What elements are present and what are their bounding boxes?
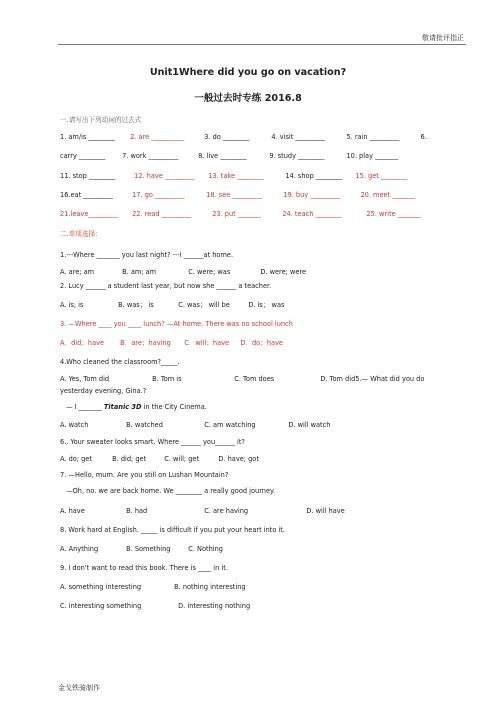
verb-item: 25. write _______ xyxy=(366,210,421,218)
option: C. will; get xyxy=(164,455,200,463)
verb-item: 1. am/is ________ xyxy=(60,133,115,141)
option: C. interesting something xyxy=(60,602,142,610)
option: C. are having xyxy=(204,507,249,515)
option: B. had xyxy=(126,507,148,515)
question-2: 2. Lucy ______ a student last year, but now she ______ a teacher. xyxy=(60,282,272,290)
question-8: 8. Work hard at English. _____ is difficult if you put your heart into it. xyxy=(60,526,285,534)
header-text: 敬请批评指正 xyxy=(422,34,464,42)
footer-text: 金戈铁骑制作 xyxy=(58,684,100,692)
question-3: 3. —Where ____ you ____ lunch? —At home. There was no school lunch xyxy=(60,320,293,328)
verb-item: 15. get ________ xyxy=(355,172,408,180)
option: B. Something xyxy=(126,545,171,553)
question-4-options xyxy=(60,375,466,384)
question-5-answer xyxy=(66,403,466,412)
verb-item: 19. buy _________ xyxy=(283,191,340,199)
verb-item: 24. teach ________ xyxy=(282,210,342,218)
option: D. have; got xyxy=(218,455,259,463)
option: A. Anything xyxy=(60,545,99,553)
verb-item: carry ________ xyxy=(60,152,106,160)
option: A. are; am xyxy=(60,268,95,276)
option: B. was； is xyxy=(118,301,154,309)
verb-row-1 xyxy=(60,133,466,142)
option: A．did；have xyxy=(60,339,105,347)
answer-prefix: — I _______ xyxy=(66,403,104,411)
verb-row-3 xyxy=(60,172,466,181)
option: B. nothing interesting xyxy=(174,583,246,591)
verb-item: 22. read _________ xyxy=(132,210,192,218)
option: B. did; get xyxy=(112,455,147,463)
question-9-options-row2 xyxy=(60,602,466,611)
verb-item: 11. stop ________ xyxy=(60,172,116,180)
question-6-options xyxy=(60,455,466,464)
question-7: 7. —Hello, mum. Are you still on Lushan Mountain? xyxy=(60,471,229,479)
question-5-options xyxy=(60,421,466,430)
verb-item: 9. study ________ xyxy=(269,152,325,160)
page-subtitle: 一般过去时专练 2016.8 xyxy=(194,93,302,104)
question-5-continued: yesterday evening, Gina.? xyxy=(60,387,147,395)
verb-item: 18. see _________ xyxy=(206,191,263,199)
verb-item: 2. are __________ xyxy=(130,133,185,141)
option: D. Tom did5.— What did you do xyxy=(320,375,425,383)
question-8-options xyxy=(60,545,466,554)
option: D. were; were xyxy=(260,268,307,276)
verb-item: 7. work _________ xyxy=(122,152,179,160)
verb-row-5 xyxy=(60,210,466,219)
option: C. Nothing xyxy=(188,545,223,553)
option: B. watched xyxy=(126,421,163,429)
option: A. do; get xyxy=(60,455,92,463)
option: B. am; am xyxy=(122,268,157,276)
option: D. will have xyxy=(306,507,345,515)
header-rule xyxy=(58,44,466,45)
question-3-options xyxy=(60,339,466,348)
verb-item: 16.eat _________ xyxy=(60,191,113,199)
section1-heading: 一.请写出下列动词的过去式 xyxy=(60,116,142,124)
question-7-options xyxy=(60,507,466,516)
verb-row-4 xyxy=(60,191,466,200)
question-6: 6.. Your sweater looks smart. Where ______ you______ it? xyxy=(60,438,245,446)
movie-title: Titanic 3D xyxy=(103,403,142,411)
question-7-continued: —Oh, no. we are back home. We ________ a really good journey. xyxy=(66,487,276,495)
option: D. interesting nothing xyxy=(178,602,251,610)
question-2-options xyxy=(60,301,466,310)
verb-item: 5. rain _________ xyxy=(346,133,400,141)
question-4: 4.Who cleaned the classroom?_____. xyxy=(60,358,180,366)
option: A. have xyxy=(60,507,85,515)
option: D. will watch xyxy=(288,421,331,429)
verb-item: 14. shop ________ xyxy=(285,172,343,180)
verb-item: 4. visit _________ xyxy=(271,133,326,141)
option: B. Tom is xyxy=(152,375,182,383)
verb-item: 12. have _________ xyxy=(134,172,195,180)
option: C. Tom does xyxy=(234,375,275,383)
verb-row-2 xyxy=(60,152,466,161)
verb-item: 6. xyxy=(420,133,427,141)
page-title: Unit1Where did you go on vacation? xyxy=(149,67,347,78)
option: A. Yes, Tom did xyxy=(60,375,110,383)
verb-item: 3. do ________ xyxy=(204,133,250,141)
question-9: 9. I don't want to read this book. There is ____ in it. xyxy=(60,564,228,572)
answer-suffix: in the City Cinema. xyxy=(141,403,207,411)
option: D. is； was xyxy=(248,301,285,309)
option: C. were; was xyxy=(188,268,231,276)
verb-item: 8. live ________ xyxy=(198,152,247,160)
question-1: 1.---Where _______ you last night? ---I ______at home. xyxy=(60,251,234,259)
verb-item: 13. take ________ xyxy=(208,172,264,180)
verb-item: 10. play _______ xyxy=(346,152,399,160)
option: A. is; is xyxy=(60,301,84,309)
option: B．are；having xyxy=(120,339,171,347)
option: C. am watching xyxy=(204,421,256,429)
verb-item: 23. put _______ xyxy=(212,210,261,218)
question-1-options xyxy=(60,268,466,277)
option: D．do；have xyxy=(240,339,283,347)
question-9-options-row1 xyxy=(60,583,466,592)
verb-item: 20. meet _______ xyxy=(360,191,416,199)
option: C．will；have xyxy=(184,339,230,347)
option: A. something interesting xyxy=(60,583,142,591)
verb-item: 17. go _________ xyxy=(132,191,185,199)
option: A. watch xyxy=(60,421,89,429)
section2-heading: 二.单项选择： xyxy=(60,230,102,238)
verb-item: 21.leave_________ xyxy=(60,210,119,218)
option: C. was； will be xyxy=(178,301,230,309)
